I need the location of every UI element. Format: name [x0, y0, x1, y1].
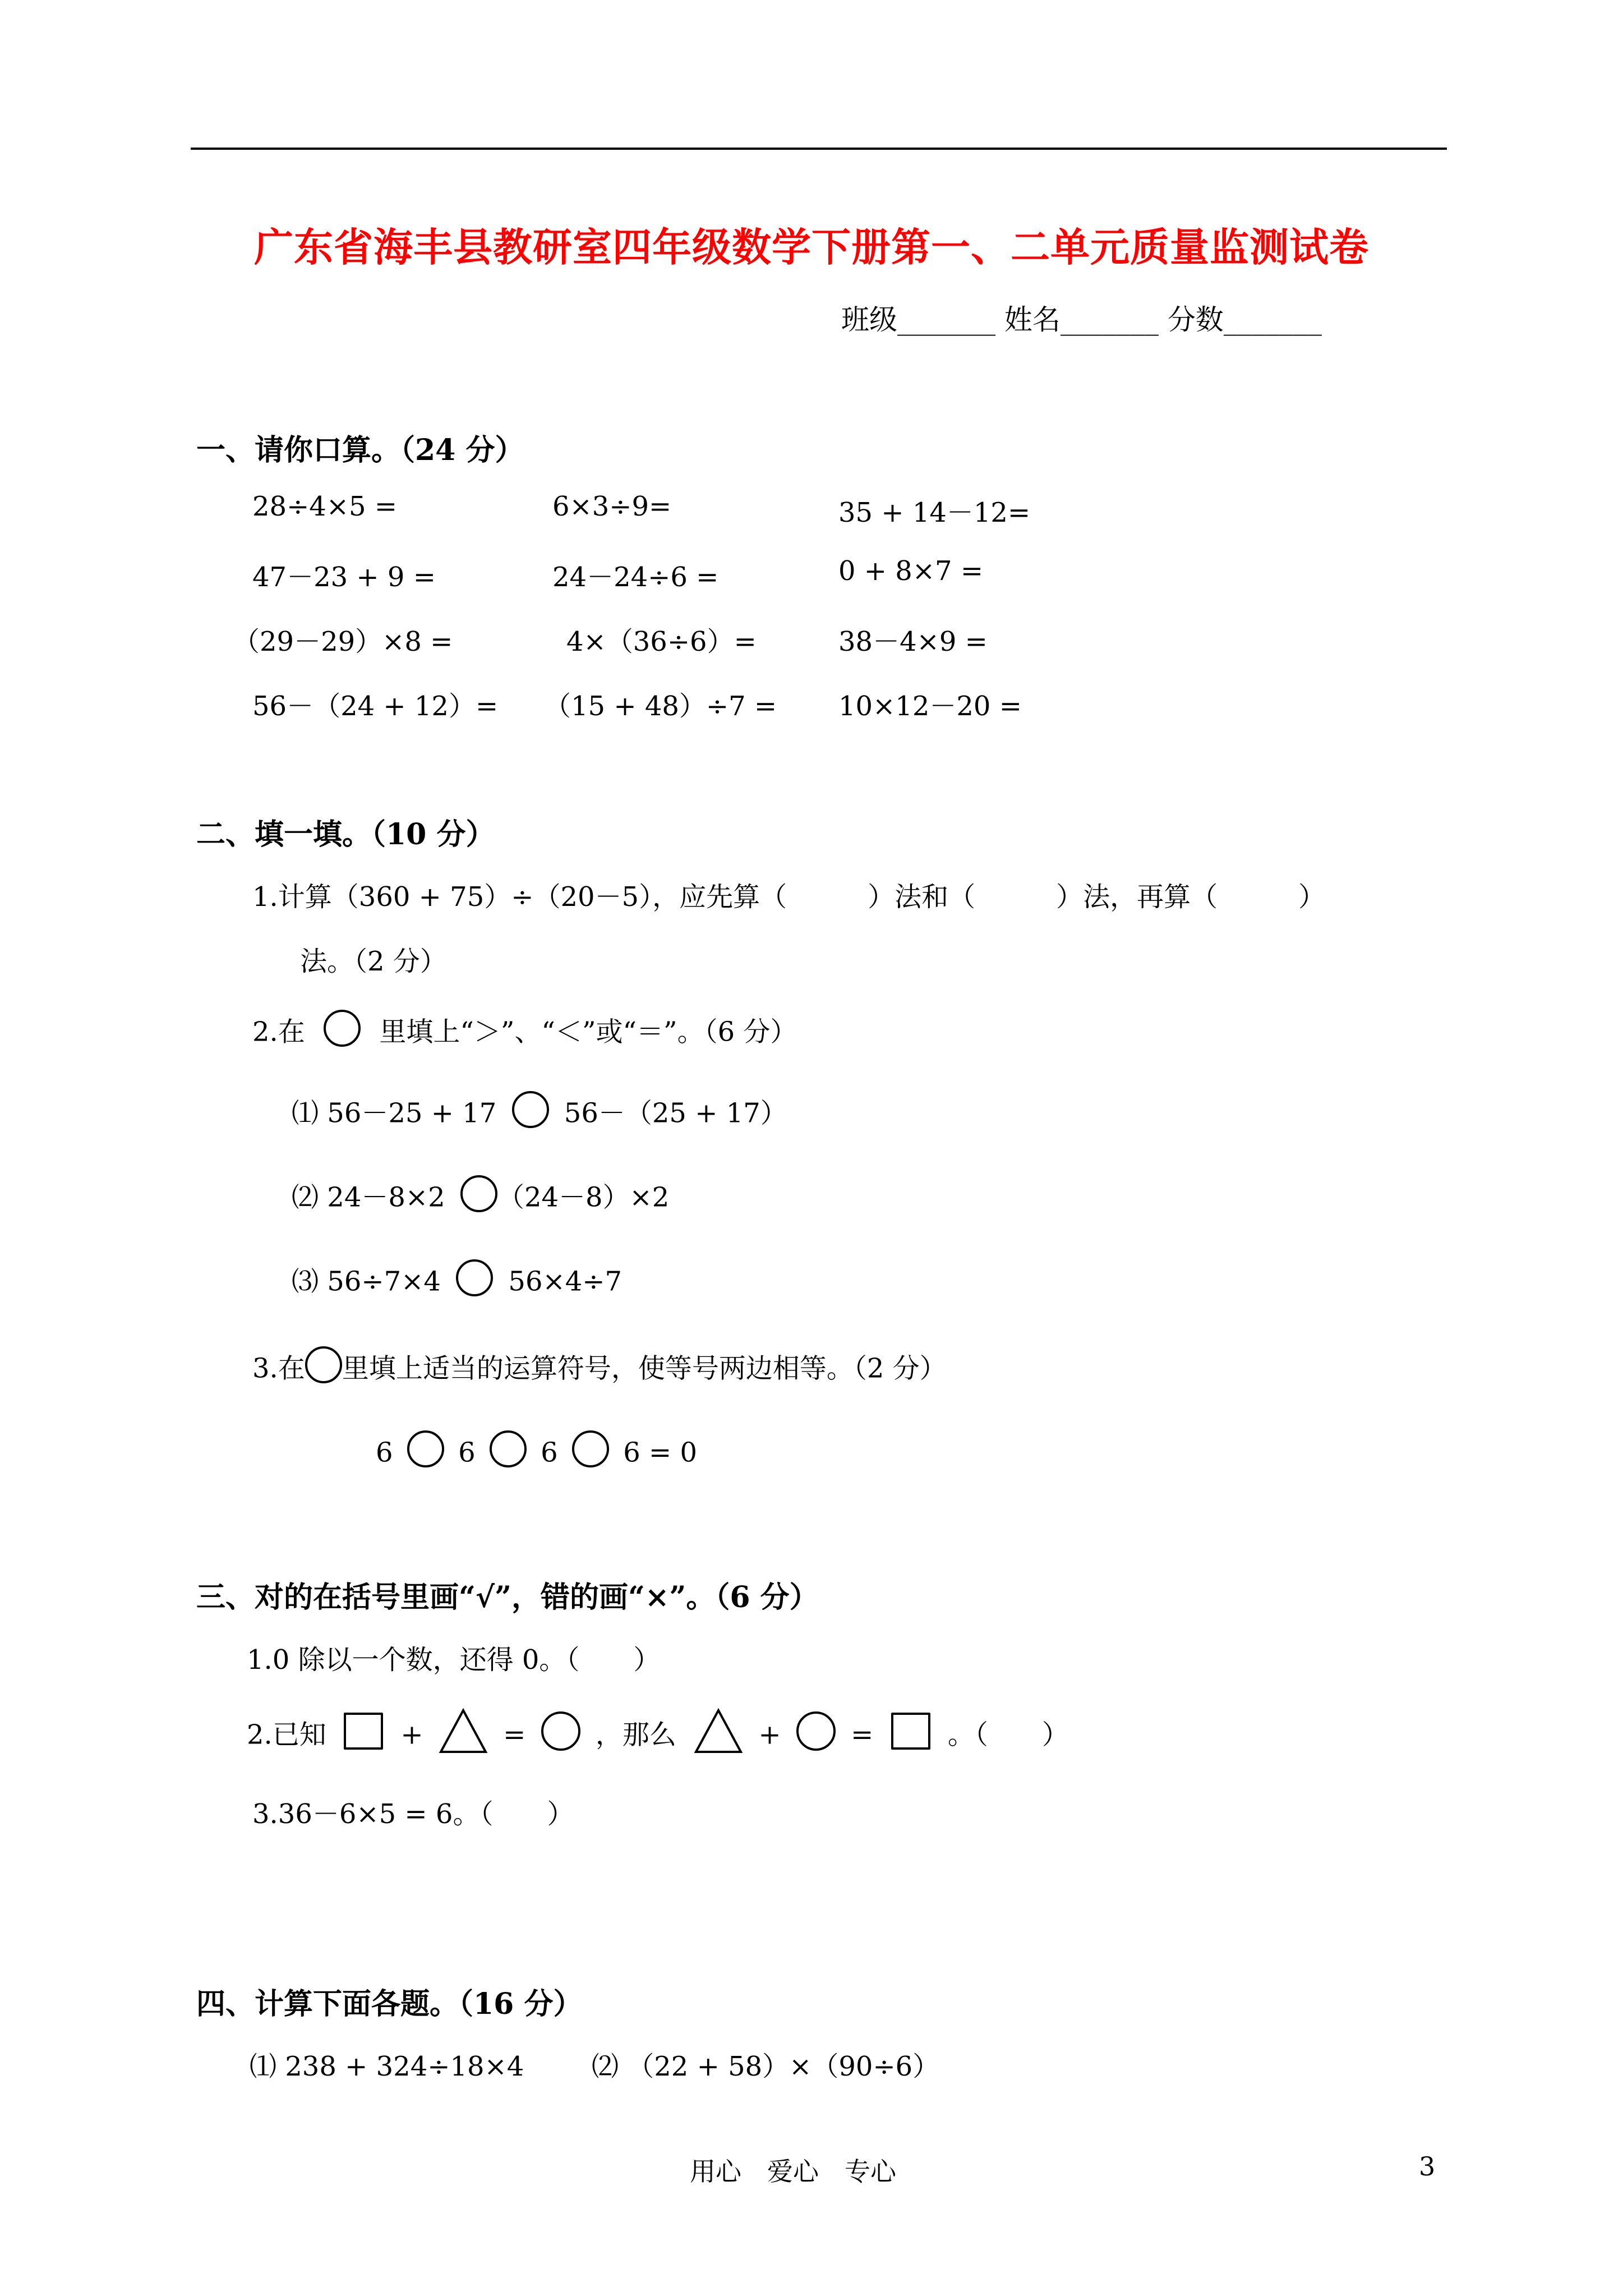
oral-problem: 10×12－20 = — [838, 691, 1022, 722]
compare-left: 56－25 + 17 — [327, 1097, 497, 1129]
compare-right: 56－（25 + 17） — [564, 1097, 787, 1129]
compare-right: 56×4÷7 — [508, 1266, 622, 1297]
class-label: 班级 — [841, 303, 897, 336]
fill-question-2 — [252, 1010, 797, 1058]
expression-end: 6 = 0 — [623, 1437, 698, 1469]
item-number: ⑶ — [292, 1266, 319, 1297]
triangle-icon — [439, 1708, 488, 1754]
judge-question-2 — [247, 1708, 1069, 1765]
q2-prefix: 2.在 — [252, 1016, 305, 1048]
oral-problem: 35 + 14－12= — [838, 497, 1031, 528]
plus-sign: + — [400, 1719, 423, 1751]
circle-icon — [324, 1010, 361, 1047]
q2-prefix: 2.已知 — [247, 1719, 326, 1751]
q2-end: 。（ ） — [947, 1719, 1069, 1751]
score-blank[interactable]: _______ — [1223, 303, 1322, 336]
oral-problem: 47－23 + 9 = — [252, 562, 436, 593]
plus-sign: + — [758, 1719, 781, 1751]
class-blank[interactable]: _______ — [897, 303, 995, 336]
q3-prefix: 3.在 — [252, 1352, 305, 1384]
compare-left: 24－8×2 — [327, 1181, 445, 1213]
circle-icon — [541, 1711, 580, 1751]
oral-problem: 38－4×9 = — [838, 626, 988, 657]
compare-left: 56÷7×4 — [327, 1266, 441, 1297]
oral-problem: 4×（36÷6）= — [566, 626, 757, 657]
oral-problem: （15 + 48）÷7 = — [544, 691, 777, 722]
calc-question-2: ⑵ （22 + 58）×（90÷6） — [592, 2051, 940, 2082]
operand: 6 — [376, 1437, 393, 1469]
item-number: ⑵ — [292, 1181, 319, 1213]
operand: 6 — [458, 1437, 476, 1469]
q2-mid: ，那么 — [595, 1719, 676, 1751]
section4-heading: 四、计算下面各题。（16 分） — [196, 1987, 583, 2021]
student-info-line — [841, 297, 1322, 338]
oral-problem: 24－24÷6 = — [552, 562, 719, 593]
oral-problem: 56－（24 + 12）= — [252, 691, 499, 722]
section2-heading: 二、填一填。（10 分） — [196, 817, 495, 852]
compare-circle[interactable] — [460, 1175, 497, 1212]
circle-icon — [796, 1711, 836, 1751]
q3-suffix: 里填上适当的运算符号，使等号两边相等。（2 分） — [342, 1352, 947, 1384]
item-number: ⑴ — [292, 1097, 319, 1129]
circle-icon — [305, 1346, 342, 1383]
section1-heading: 一、请你口算。（24 分） — [196, 433, 524, 467]
equals-sign: = — [851, 1719, 874, 1751]
judge-question-1: 1.0 除以一个数，还得 0。（ ） — [247, 1644, 661, 1676]
compare-circle[interactable] — [456, 1259, 493, 1296]
footer-slogan: 用心 爱心 专心 — [690, 2156, 896, 2187]
square-icon — [891, 1713, 930, 1750]
oral-problem: （29－29）×8 = — [233, 626, 453, 657]
compare-item — [292, 1175, 669, 1223]
page-number: 3 — [1419, 2151, 1436, 2182]
q2-suffix: 里填上“＞”、“＜”或“＝”。（6 分） — [379, 1016, 797, 1048]
triangle-icon — [694, 1708, 743, 1754]
fill-question-1: 1.计算（360 + 75）÷（20－5），应先算（ ）法和（ ）法，再算（ ） — [252, 881, 1326, 913]
fill-question-3 — [252, 1346, 947, 1395]
header-rule — [191, 148, 1447, 150]
oral-problem: 28÷4×5 = — [252, 491, 398, 522]
calc-question-1: ⑴ 238 + 324÷18×4 — [250, 2051, 524, 2082]
equals-sign: = — [503, 1719, 526, 1751]
square-icon — [344, 1713, 383, 1750]
name-label: 姓名 — [1004, 303, 1061, 336]
score-label: 分数 — [1167, 303, 1224, 336]
compare-circle[interactable] — [512, 1091, 549, 1128]
compare-right: （24－8）×2 — [497, 1181, 670, 1213]
operator-circle[interactable] — [490, 1430, 527, 1467]
name-blank[interactable]: _______ — [1060, 303, 1159, 336]
judge-question-3: 3.36－6×5 = 6。（ ） — [252, 1798, 574, 1830]
oral-problem: 0 + 8×7 = — [838, 555, 984, 587]
operand: 6 — [541, 1437, 558, 1469]
compare-item — [292, 1259, 622, 1308]
operator-circle[interactable] — [572, 1430, 609, 1467]
page-title: 广东省海丰县教研室四年级数学下册第一、二单元质量监测试卷 — [254, 224, 1369, 270]
oral-problem: 6×3÷9= — [552, 491, 672, 522]
operator-expression — [376, 1430, 697, 1479]
compare-item — [292, 1091, 787, 1139]
section3-heading: 三、对的在括号里画“√”，错的画“×”。（6 分） — [196, 1580, 819, 1614]
fill-question-1-cont: 法。（2 分） — [300, 946, 447, 977]
operator-circle[interactable] — [407, 1430, 444, 1467]
